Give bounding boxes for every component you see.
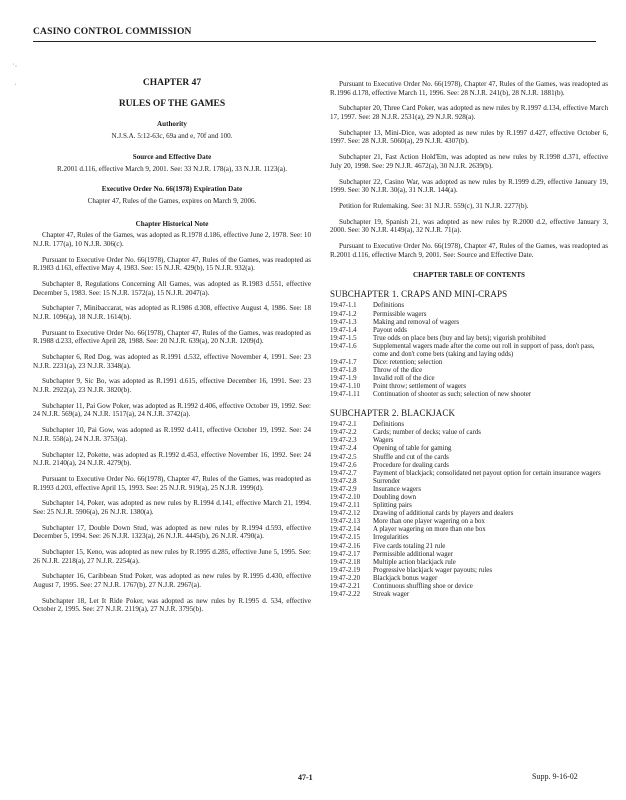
section-title: Payout odds xyxy=(373,326,407,334)
toc-row xyxy=(330,559,608,567)
section-title: Permissible additional wager xyxy=(373,550,453,558)
history-paragraph: Pursuant to Executive Order No. 66(1978), Chapter 47, Rules of the Games, was readopted as R.1983 d.163, effective May 4, 1983. See: 15 N.J.R. 429(b), 15 N.J.R. 932(a). xyxy=(33,255,311,273)
toc-table-subchapter-2 xyxy=(330,421,608,599)
toc-table-subchapter-1 xyxy=(330,302,608,399)
section-title: Permissible wagers xyxy=(373,310,427,318)
section-number: 19:47-1.4 xyxy=(330,326,357,334)
section-number: 19:47-2.10 xyxy=(330,493,361,501)
section-number: 19:47-2.15 xyxy=(330,534,361,542)
section-number: 19:47-2.16 xyxy=(330,542,361,550)
section-number: 19:47-2.20 xyxy=(330,574,361,582)
section-number: 19:47-2.17 xyxy=(330,550,361,558)
chapter-title: CHAPTER 47 xyxy=(142,78,202,88)
section-number: 19:47-1.5 xyxy=(330,334,357,342)
section-title: A player wagering on more than one box xyxy=(373,526,486,534)
section-number: 19:47-2.13 xyxy=(330,518,361,526)
toc-row xyxy=(330,543,608,551)
toc-row xyxy=(330,510,608,518)
section-title: Continuation of shooter as such; selection of new shooter xyxy=(373,391,532,399)
history-paragraph: Subchapter 18, Let It Ride Poker, was adopted as new rules by R.1995 d. 534, effective October 2, 1995. See: 27 N.J.R. 2119(a), 27 N.J.R. 3795(b). xyxy=(33,596,311,614)
toc-row xyxy=(330,335,608,343)
section-number: 19:47-2.22 xyxy=(330,591,361,599)
scan-mark: ˙· xyxy=(12,62,18,71)
toc-row xyxy=(330,437,608,445)
subchapter-heading: SUBCHAPTER 1. CRAPS AND MINI-CRAPS xyxy=(330,288,508,299)
section-title: Continuous shuffling shoe or device xyxy=(373,583,473,590)
source-heading: Source and Effective Date xyxy=(132,153,212,162)
history-paragraph: Pursuant to Executive Order No. 66(1978), Chapter 47, Rules of the Games, was readopted as R.1988 d.233, effective April 28, 1988. See: 20 N.J.R. 639(a), 20 N.J.R. 1209(d). xyxy=(33,328,311,346)
history-heading: Chapter Historical Note xyxy=(135,219,209,228)
toc-row xyxy=(330,302,608,310)
toc-row xyxy=(330,567,608,575)
section-title: Blackjack bonus wager xyxy=(373,574,438,582)
section-title: Point throw; settlement of wagers xyxy=(373,383,467,391)
section-number: 19:47-2.18 xyxy=(330,558,361,566)
section-title: Surrender xyxy=(373,477,401,485)
section-title: Multiple action blackjack rule xyxy=(373,558,456,566)
section-number: 19:47-2.1 xyxy=(330,421,357,429)
section-title: True odds on place bets (buy and lay bets); vigorish prohibited xyxy=(373,334,546,342)
section-title: Streak wager xyxy=(373,591,410,599)
history-paragraph: Subchapter 6, Red Dog, was adopted as R.1991 d.532, effective November 4, 1991. See: 23 N.J.R. 2231(a), 23 N.J.R. 3348(a). xyxy=(33,353,311,370)
section-title: Shuffle and cut of the cards xyxy=(373,453,449,461)
header-rule xyxy=(33,41,596,42)
section-number: 19:47-1.2 xyxy=(330,310,357,318)
eo-text: Chapter 47, Rules of the Games, expires on March 9, 2006. xyxy=(87,196,257,205)
history-paragraph: Subchapter 16, Caribbean Stud Poker, was adopted as new rules by R.1995 d.430, effective August 7, 1995. See: 27 N.J.R. 1767(b), 27 N.J.R. 2967(a). xyxy=(33,572,311,589)
history-paragraph: Subchapter 8, Regulations Concerning All Games, was adopted as R.1983 d.551, effective December 5, 1983. See: 15 N.J.R. 1572(a), 15 N.J.R. 2047(a). xyxy=(33,279,311,297)
section-number: 19:47-1.11 xyxy=(330,391,360,399)
section-title: Progressive blackjack wager payouts; rules xyxy=(373,566,493,574)
toc-row xyxy=(330,429,608,437)
toc-row xyxy=(330,462,608,470)
toc-row xyxy=(330,359,608,367)
section-title: Five cards totaling 21 rule xyxy=(373,542,446,550)
eo-heading: Executive Order No. 66(1978) Expiration Date xyxy=(101,185,243,194)
history-paragraph: Subchapter 10, Pai Gow, was adopted as R.1992 d.411, effective October 19, 1992. See: 24 N.J.R. 558(a), 24 N.J.R. 3753(a). xyxy=(33,426,311,443)
history-paragraph: Subchapter 7, Minibaccarat, was adopted as R.1986 d.308, effective August 4, 1986. See: 18 N.J.R. 1096(a), 18 N.J.R. 1614(b). xyxy=(33,304,311,321)
page-number: 47-1 xyxy=(298,773,313,782)
scan-mark: ˌ xyxy=(14,76,17,85)
toc-row xyxy=(330,319,608,327)
toc-row xyxy=(330,311,608,319)
toc-row xyxy=(330,534,608,542)
section-number: 19:47-1.3 xyxy=(330,318,357,326)
subchapter-heading: SUBCHAPTER 2. BLACKJACK xyxy=(330,407,456,418)
section-title: Definitions xyxy=(373,421,405,429)
right-column xyxy=(330,80,608,599)
section-title: Doubling down xyxy=(373,493,417,501)
section-number: 19:47-2.3 xyxy=(330,437,357,445)
supplement-date: Supp. 9-16-02 xyxy=(532,772,578,781)
toc-row xyxy=(330,367,608,375)
section-number: 19:47-1.1 xyxy=(330,302,357,310)
toc-row xyxy=(330,421,608,429)
history-paragraph: Subchapter 9, Sic Bo, was adopted as R.1991 d.615, effective December 16, 1991. See: 23 N.J.R. 2922(a), 23 N.J.R. 3820(b). xyxy=(33,377,311,394)
toc-row xyxy=(330,526,608,534)
section-title: More than one player wagering on a box xyxy=(373,518,485,526)
toc-row xyxy=(330,486,608,494)
section-number: 19:47-2.19 xyxy=(330,566,361,574)
toc-row xyxy=(330,551,608,559)
history-paragraph: Subchapter 20, Three Card Poker, was adopted as new rules by R.1997 d.134, effective March 17, 1997. See: 28 N.J.R. 2531(a), 29 N.J.R. 928(a). xyxy=(330,104,608,121)
toc-row xyxy=(330,391,608,399)
toc-row xyxy=(330,502,608,510)
section-number: 19:47-2.7 xyxy=(330,469,357,477)
history-paragraph: Subchapter 22, Casino War, was adopted as new rules by R.1999 d.29, effective January 19, 1999. See: 30 N.J.R. 30(a), 31 N.J.R. 144(a). xyxy=(330,177,608,195)
toc-row xyxy=(330,494,608,502)
toc-row xyxy=(330,583,608,591)
section-number: 19:47-1.7 xyxy=(330,359,357,367)
section-number: 19:47-2.9 xyxy=(330,485,357,493)
toc-row xyxy=(330,454,608,462)
toc-row xyxy=(330,591,608,599)
section-title: Definitions xyxy=(373,302,405,310)
authority-heading: Authority xyxy=(157,120,187,128)
toc-row xyxy=(330,375,608,383)
toc-title: CHAPTER TABLE OF CONTENTS xyxy=(412,271,525,280)
section-number: 19:47-2.6 xyxy=(330,461,357,469)
toc-row xyxy=(330,445,608,453)
section-title: Wagers xyxy=(373,437,394,445)
section-title: Invalid roll of the dice xyxy=(373,375,435,383)
history-paragraph: Subchapter 17, Double Down Stud, was adopted as new rules by R.1994 d.593, effective December 5, 1994. See: 26 N.J.R. 1323(a), 26 N.J.R. 4445(b), 26 N.J.R. 4790(a). xyxy=(33,523,311,541)
authority-text: N.J.S.A. 5:12-63c, 69a and e, 70f and 100. xyxy=(111,131,233,140)
history-paragraph: Subchapter 19, Spanish 21, was adopted as new rules by R.2000 d.2, effective January 3, 2000. See: 30 N.J.R. 4149(a), 32 N.J.R. 71(a). xyxy=(330,217,608,235)
section-number: 19:47-1.9 xyxy=(330,375,357,383)
section-number: 19:47-2.14 xyxy=(330,526,361,534)
section-title: Procedure for dealing cards xyxy=(373,461,449,469)
toc-row xyxy=(330,575,608,583)
section-number: 19:47-2.21 xyxy=(330,583,361,590)
toc-row xyxy=(330,478,608,486)
section-number: 19:47-2.2 xyxy=(330,429,357,437)
section-title: Supplemental wagers made after the come out roll in support of pass, don't pass, come and don't come bets (taking and laying odds) xyxy=(373,342,595,358)
section-title: Insurance wagers xyxy=(373,485,422,493)
history-paragraph: Chapter 47, Rules of the Games, was adopted as R.1978 d.186, effective June 2, 1978. See: 10 N.J.R. 177(a), 10 N.J.R. 306(c). xyxy=(33,231,311,248)
toc-row xyxy=(330,383,608,391)
section-number: 19:47-2.5 xyxy=(330,453,357,461)
section-title: Making and removal of wagers xyxy=(373,318,460,326)
toc-row xyxy=(330,343,608,359)
section-title: Payment of blackjack; consolidated net payout option for certain insurance wagers xyxy=(373,469,601,477)
section-number: 19:47-1.8 xyxy=(330,367,357,375)
section-number: 19:47-2.11 xyxy=(330,502,360,510)
section-title: Splitting pairs xyxy=(373,502,412,510)
left-column xyxy=(33,78,311,621)
section-number: 19:47-2.8 xyxy=(330,477,357,485)
history-paragraph: Subchapter 21, Fast Action Hold'Em, was adopted as new rules by R.1998 d.371, effective July 20, 1998. See: 29 N.J.R. 4672(a), 30 N.J.R. 2639(b). xyxy=(330,153,608,170)
history-paragraph: Subchapter 12, Pokette, was adopted as R.1992 d.453, effective November 16, 1992. See: 24 N.J.R. 2140(a), 24 N.J.R. 4279(b). xyxy=(33,450,311,468)
section-number: 19:47-1.10 xyxy=(330,383,361,391)
history-paragraph: Subchapter 14, Poker, was adopted as new rules by R.1994 d.141, effective March 21, 1994. See: 25 N.J.R. 5906(a), 26 N.J.R. 1380(a). xyxy=(33,499,311,516)
history-paragraph: Subchapter 13, Mini-Dice, was adopted as new rules by R.1997 d.427, effective October 6, 1997. See: 28 N.J.R. 5060(a), 29 N.J.R. 4307(b). xyxy=(330,128,608,146)
history-paragraph: Pursuant to Executive Order No. 66(1978), Chapter 47, Rules of the Games, was readopted as R.1996 d.178, effective March 11, 1996. See: 28 N.J.R. 241(b), 28 N.J.R. 1881(b). xyxy=(330,80,608,97)
running-header: CASINO CONTROL COMMISSION xyxy=(33,27,192,37)
section-number: 19:47-1.6 xyxy=(330,342,357,350)
history-paragraph: Pursuant to Executive Order No. 66(1978), Chapter 47, Rules of the Games, was readopted as R.1993 d.203, effective April 15, 1993. See: 25 N.J.R. 919(a), 25 N.J.R. 1999(d). xyxy=(33,474,311,492)
history-paragraph: Pursuant to Executive Order No. 66(1978), Chapter 47, Rules of the Games, was readopted as R.2001 d.116, effective March 9, 2001. See: Source and Effective Date. xyxy=(330,242,608,259)
section-number: 19:47-2.4 xyxy=(330,445,357,453)
section-title: Irregularities xyxy=(373,534,409,542)
section-title: Throw of the dice xyxy=(373,367,423,375)
history-paragraph: Subchapter 11, Pai Gow Poker, was adopted as R.1992 d.406, effective October 19, 1992. See: 24 N.J.R. 569(a), 24 N.J.R. 1517(a), 24 N.J.R. 3742(a). xyxy=(33,401,311,419)
history-paragraph: Subchapter 15, Keno, was adopted as new rules by R.1995 d.285, effective June 5, 1995. See: 26 N.J.R. 2218(a), 27 N.J.R. 2254(a). xyxy=(33,548,311,565)
toc-row xyxy=(330,327,608,335)
toc-row xyxy=(330,518,608,526)
section-title: Opening of table for gaming xyxy=(373,445,452,453)
section-title: Drawing of additional cards by players and dealers xyxy=(373,510,514,518)
source-text: R.2001 d.116, effective March 9, 2001. See: 33 N.J.R. 178(a), 33 N.J.R. 1123(a). xyxy=(56,164,288,173)
section-number: 19:47-2.12 xyxy=(330,510,361,518)
chapter-name: RULES OF THE GAMES xyxy=(118,99,226,109)
history-paragraph: Petition for Rulemaking. See: 31 N.J.R. 559(c), 31 N.J.R. 2277(b). xyxy=(339,201,529,210)
section-title: Dice: retention; selection xyxy=(373,359,443,367)
section-title: Cards; number of decks; value of cards xyxy=(373,429,481,437)
toc-row xyxy=(330,470,608,478)
